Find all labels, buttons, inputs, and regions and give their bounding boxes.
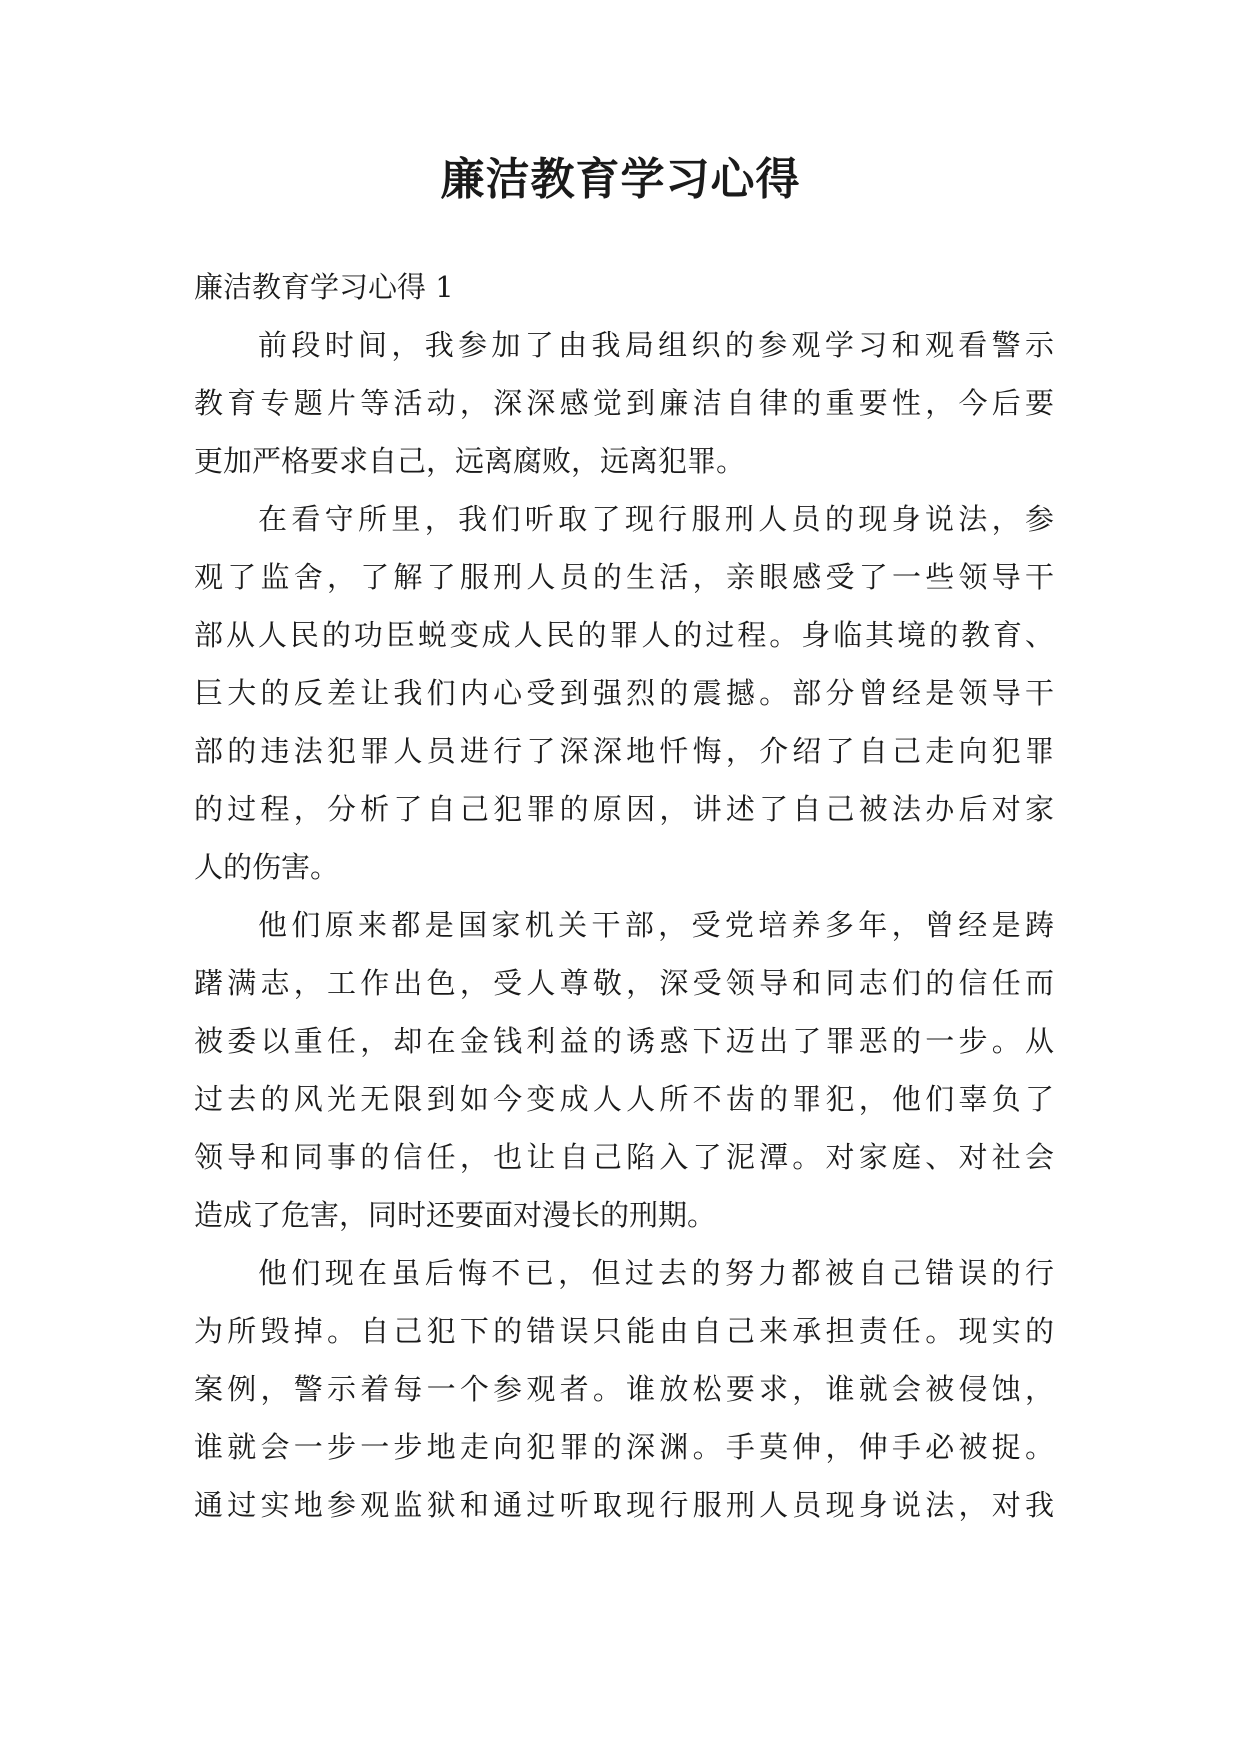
paragraph-line: 他们原来都是国家机关干部，受党培养多年，曾经是踌	[258, 908, 1054, 942]
paragraph-line: 造成了危害，同时还要面对漫长的刑期。	[194, 1198, 717, 1232]
paragraph-line: 领导和同事的信任，也让自己陷入了泥潭。对家庭、对社会	[194, 1140, 1054, 1174]
section-heading: 廉洁教育学习心得 1	[194, 270, 454, 304]
paragraph-line: 他们现在虽后悔不已，但过去的努力都被自己错误的行	[258, 1256, 1054, 1290]
paragraph-1	[194, 316, 1054, 490]
paragraph-line: 为所毁掉。自己犯下的错误只能由自己来承担责任。现实的	[194, 1314, 1054, 1348]
paragraph-line: 人的伤害。	[194, 850, 340, 884]
paragraph-line: 观了监舍，了解了服刑人员的生活，亲眼感受了一些领导干	[194, 560, 1054, 594]
paragraph-line: 部的违法犯罪人员进行了深深地忏悔，介绍了自己走向犯罪	[194, 734, 1054, 768]
paragraph-line: 被委以重任，却在金钱利益的诱惑下迈出了罪恶的一步。从	[194, 1024, 1054, 1058]
paragraph-3	[194, 896, 1054, 1244]
paragraph-line: 谁就会一步一步地走向犯罪的深渊。手莫伸，伸手必被捉。	[194, 1430, 1054, 1464]
paragraph-line: 巨大的反差让我们内心受到强烈的震撼。部分曾经是领导干	[194, 676, 1054, 710]
paragraph-line: 过去的风光无限到如今变成人人所不齿的罪犯，他们辜负了	[194, 1082, 1054, 1116]
paragraph-line: 更加严格要求自己，远离腐败，远离犯罪。	[194, 444, 746, 478]
paragraph-line: 的过程，分析了自己犯罪的原因，讲述了自己被法办后对家	[194, 792, 1054, 826]
paragraph-line: 在看守所里，我们听取了现行服刑人员的现身说法，参	[258, 502, 1054, 536]
paragraph-line: 教育专题片等活动，深深感觉到廉洁自律的重要性，今后要	[194, 386, 1054, 420]
paragraph-line: 前段时间，我参加了由我局组织的参观学习和观看警示	[258, 328, 1054, 362]
paragraph-line: 案例，警示着每一个参观者。谁放松要求，谁就会被侵蚀，	[194, 1372, 1054, 1406]
document-body	[194, 258, 1054, 1534]
paragraph-line: 躇满志，工作出色，受人尊敬，深受领导和同志们的信任而	[194, 966, 1054, 1000]
paragraph-4	[194, 1244, 1054, 1534]
document-title: 廉洁教育学习心得	[440, 154, 801, 205]
paragraph-line: 通过实地参观监狱和通过听取现行服刑人员现身说法，对我	[194, 1488, 1054, 1522]
paragraph-2	[194, 490, 1054, 896]
paragraph-line: 部从人民的功臣蜕变成人民的罪人的过程。身临其境的教育、	[194, 618, 1054, 652]
